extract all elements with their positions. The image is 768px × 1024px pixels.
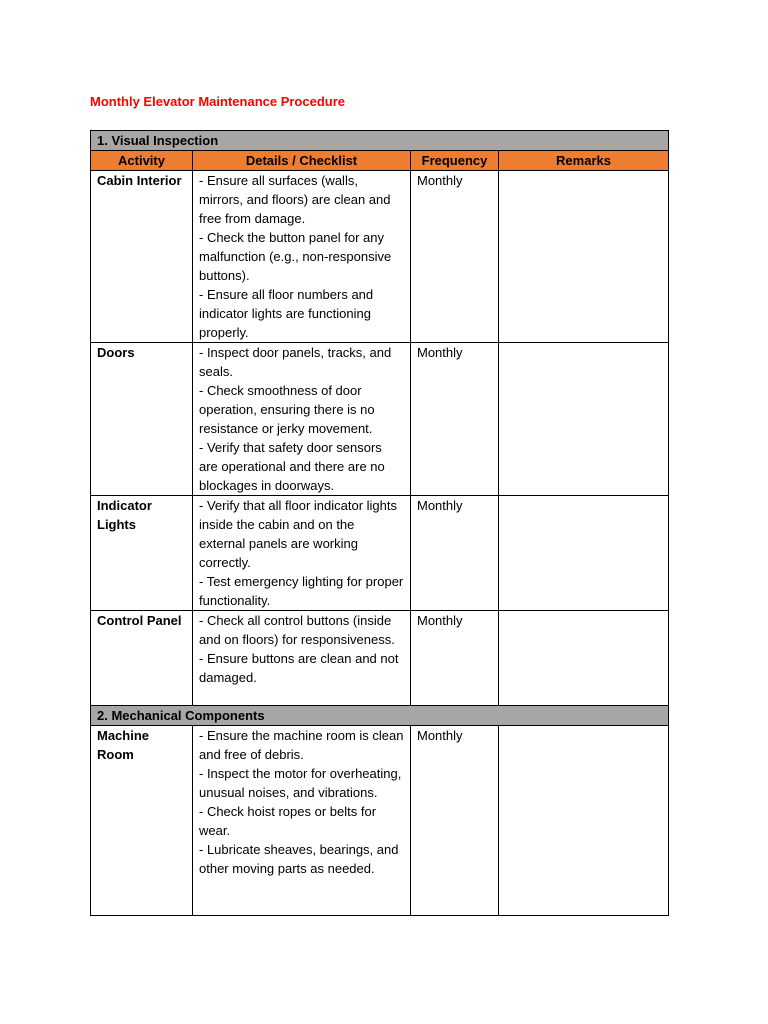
section-header-row [91, 706, 669, 726]
checklist-item: - Inspect the motor for overheating, unusual noises, and vibrations. [199, 766, 402, 800]
checklist-item: - Ensure all surfaces (walls, mirrors, and floors) are clean and free from damage. [199, 173, 391, 226]
section-title: 1. Visual Inspection [91, 131, 669, 151]
checklist-item: - Inspect door panels, tracks, and seals. [199, 345, 392, 379]
checklist-item: - Test emergency lighting for proper functionality. [199, 574, 404, 608]
frequency-cell: Monthly [411, 611, 499, 706]
column-header-details: Details / Checklist [193, 151, 411, 171]
table-row [91, 611, 669, 706]
activity-cell: Control Panel [91, 611, 193, 706]
table-row [91, 496, 669, 611]
remarks-cell [499, 726, 669, 916]
checklist-item: - Check all control buttons (inside and on floors) for responsiveness. [199, 613, 395, 647]
remarks-cell [499, 496, 669, 611]
frequency-cell: Monthly [411, 171, 499, 343]
column-header-activity: Activity [91, 151, 193, 171]
details-cell [193, 726, 411, 916]
column-header-row [91, 151, 669, 171]
maintenance-table [90, 130, 669, 916]
checklist-item: - Ensure all floor numbers and indicator lights are functioning properly. [199, 287, 374, 340]
document-title: Monthly Elevator Maintenance Procedure [90, 94, 346, 109]
column-header-frequency: Frequency [411, 151, 499, 171]
table-row [91, 343, 669, 496]
checklist-item: - Verify that safety door sensors are operational and there are no blockages in doorways. [199, 440, 385, 493]
checklist-item: - Lubricate sheaves, bearings, and other moving parts as needed. [199, 842, 399, 876]
details-cell [193, 343, 411, 496]
activity-cell: Machine Room [91, 726, 193, 916]
frequency-cell: Monthly [411, 496, 499, 611]
activity-cell: Doors [91, 343, 193, 496]
frequency-cell: Monthly [411, 726, 499, 916]
table-row [91, 171, 669, 343]
activity-cell: Cabin Interior [91, 171, 193, 343]
checklist-item: - Check hoist ropes or belts for wear. [199, 804, 377, 838]
frequency-cell: Monthly [411, 343, 499, 496]
checklist-item: - Ensure buttons are clean and not damaged. [199, 651, 399, 685]
details-cell [193, 171, 411, 343]
section-header-row [91, 131, 669, 151]
checklist-item: - Check the button panel for any malfunction (e.g., non-responsive buttons). [199, 230, 392, 283]
column-header-remarks: Remarks [499, 151, 669, 171]
table-row [91, 726, 669, 916]
details-cell [193, 611, 411, 706]
remarks-cell [499, 343, 669, 496]
checklist-item: - Ensure the machine room is clean and free of debris. [199, 728, 404, 762]
details-cell [193, 496, 411, 611]
checklist-item: - Check smoothness of door operation, ensuring there is no resistance or jerky movement. [199, 383, 375, 436]
remarks-cell [499, 171, 669, 343]
checklist-item: - Verify that all floor indicator lights inside the cabin and on the external panels are working correctly. [199, 498, 397, 570]
activity-cell: Indicator Lights [91, 496, 193, 611]
section-title: 2. Mechanical Components [91, 706, 669, 726]
remarks-cell [499, 611, 669, 706]
